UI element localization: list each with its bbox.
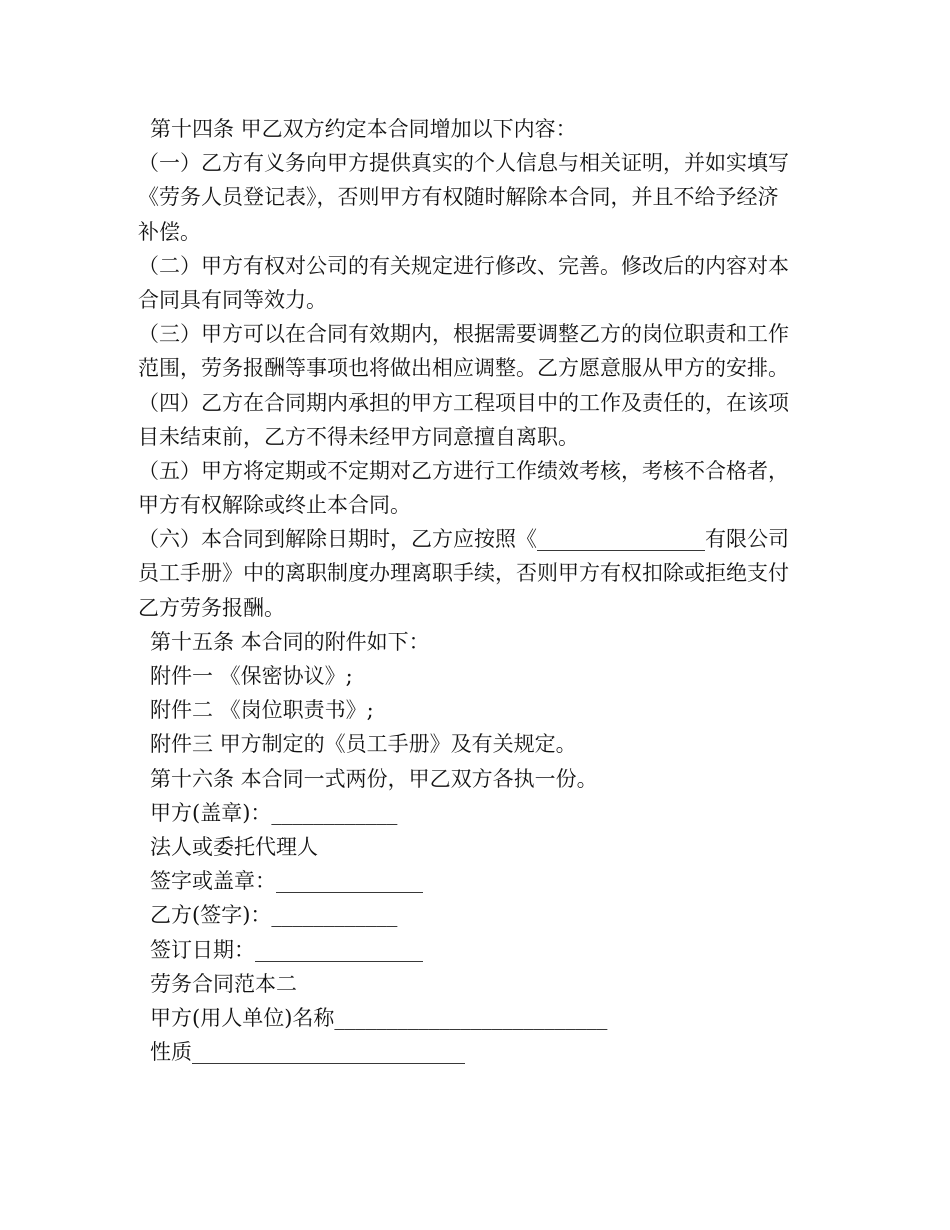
clause-6-line-1: （六）本合同到解除日期时，乙方应按照《________________有限公司 xyxy=(138,527,789,552)
clause-3-line-1: （三）甲方可以在合同有效期内，根据需要调整乙方的岗位职责和工作 xyxy=(138,322,789,347)
signature-or-seal-field: 签字或盖章：______________ xyxy=(150,869,423,894)
clause-2-line-2: 合同具有同等效力。 xyxy=(138,287,327,312)
contract-text xyxy=(138,112,818,1069)
clause-3-line-2: 范围，劳务报酬等事项也将做出相应调整。乙方愿意服从甲方的安排。 xyxy=(138,356,789,381)
clause-1-line-1: （一）乙方有义务向甲方提供真实的个人信息与相关证明，并如实填写 xyxy=(138,151,789,176)
clause-4-line-1: （四）乙方在合同期内承担的甲方工程项目中的工作及责任的，在该项 xyxy=(138,390,789,415)
clause-2-line-1: （二）甲方有权对公司的有关规定进行修改、完善。修改后的内容对本 xyxy=(138,253,789,278)
clause-4-line-2: 目未结束前，乙方不得未经甲方同意擅自离职。 xyxy=(138,424,579,449)
party-b-signature-field: 乙方(签字)：____________ xyxy=(150,903,398,928)
clause-1-line-2: 《劳务人员登记表》，否则甲方有权随时解除本合同，并且不给予经济 xyxy=(138,185,779,210)
employer-nature-field: 性质__________________________ xyxy=(150,1040,465,1065)
clause-1-line-3: 补偿。 xyxy=(138,219,201,244)
article-15-heading: 第十五条 本合同的附件如下： xyxy=(150,629,430,654)
template-two-title: 劳务合同范本二 xyxy=(150,971,297,996)
attachment-3: 附件三 甲方制定的《员工手册》及有关规定。 xyxy=(150,732,577,757)
legal-representative-label: 法人或委托代理人 xyxy=(150,834,318,859)
attachment-1: 附件一 《保密协议》; xyxy=(150,664,353,688)
clause-5-line-1: （五）甲方将定期或不定期对乙方进行工作绩效考核，考核不合格者， xyxy=(138,458,789,483)
article-14-heading: 第十四条 甲乙双方约定本合同增加以下内容： xyxy=(150,117,577,141)
party-a-seal-field: 甲方(盖章)：____________ xyxy=(150,800,398,825)
clause-6-line-3: 乙方劳务报酬。 xyxy=(138,595,285,620)
clause-5-line-2: 甲方有权解除或终止本合同。 xyxy=(138,493,411,518)
employer-name-field: 甲方(用人单位)名称__________________________ xyxy=(150,1005,608,1030)
clause-6-line-2: 员工手册》中的离职制度办理离职手续，否则甲方有权扣除或拒绝支付 xyxy=(138,561,789,586)
attachment-2: 附件二 《岗位职责书》; xyxy=(150,698,374,723)
signing-date-field: 签订日期：________________ xyxy=(150,937,423,962)
article-16-heading: 第十六条 本合同一式两份，甲乙双方各执一份。 xyxy=(150,766,598,791)
